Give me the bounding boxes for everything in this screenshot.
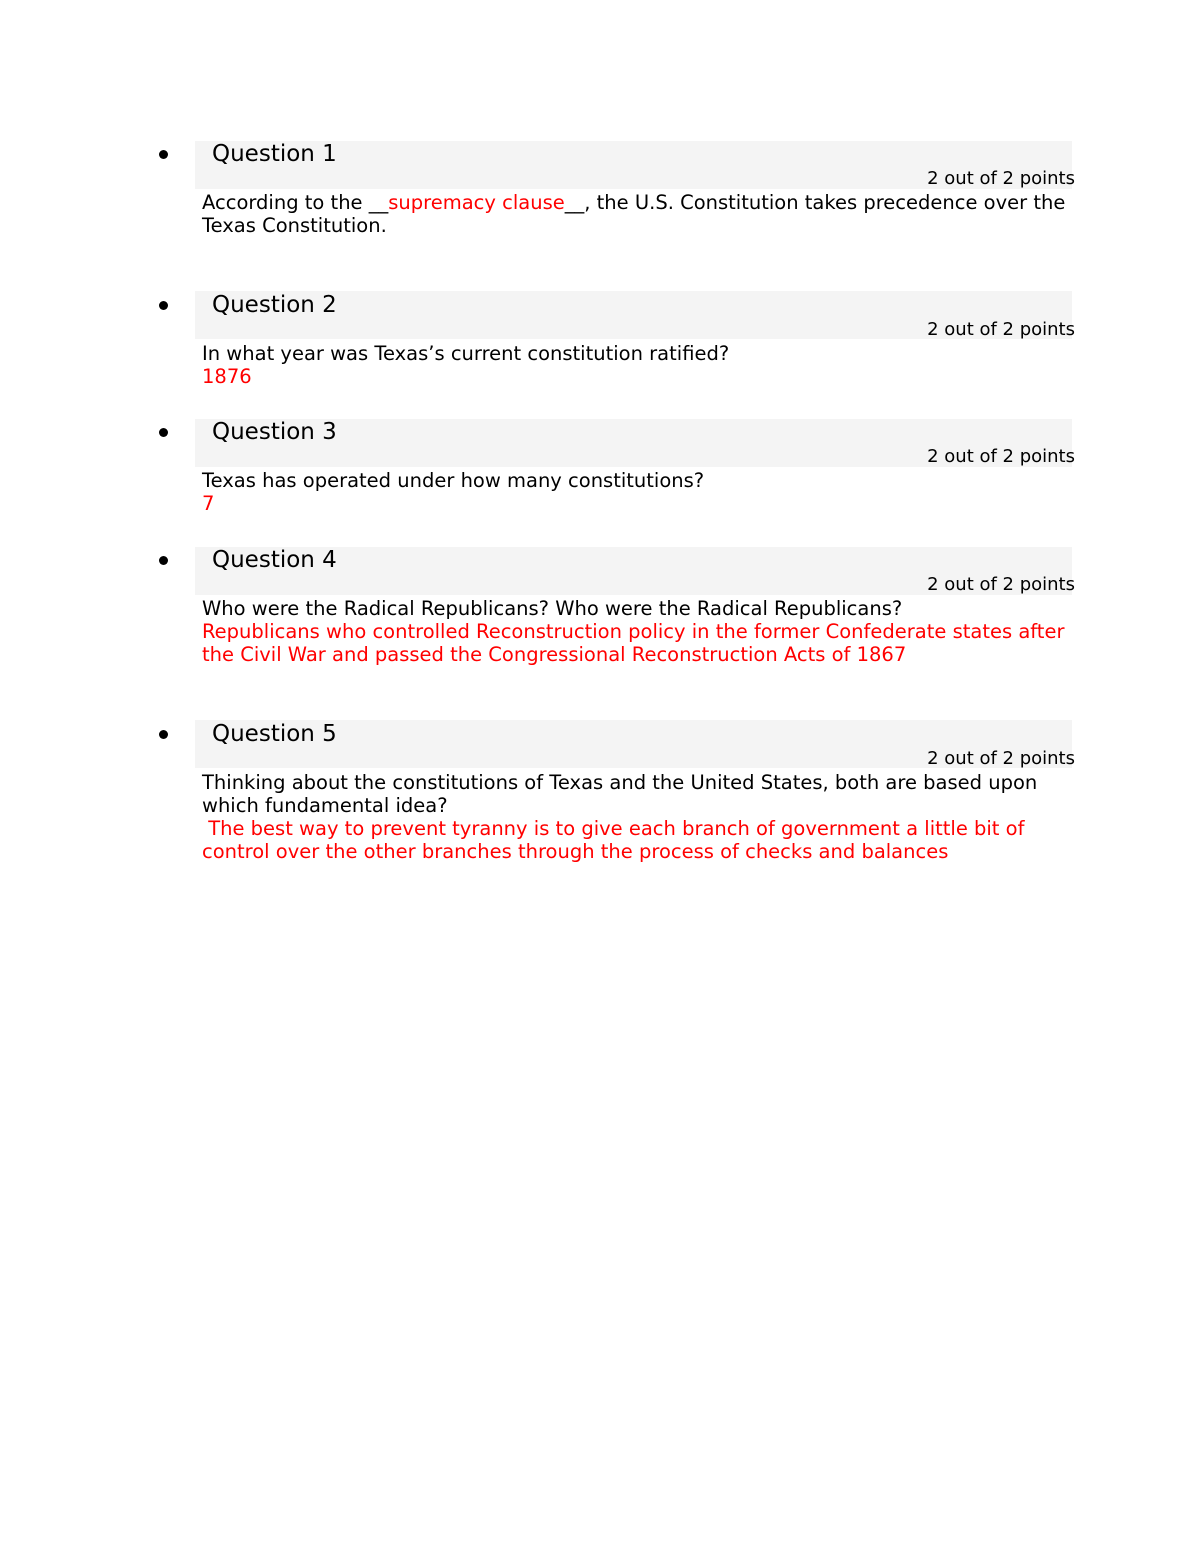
- bullet-icon: [159, 730, 168, 739]
- prompt-after: __, the U.S. Constitution takes precedence over the Texas Constitution.: [202, 191, 1066, 237]
- question-prompt: [202, 191, 1082, 237]
- question-points: 2 out of 2 points: [927, 446, 1075, 467]
- question-title: Question 5: [212, 721, 337, 747]
- question-points: 2 out of 2 points: [927, 168, 1075, 189]
- bullet-icon: [159, 150, 168, 159]
- question-body: [202, 191, 1082, 237]
- question-prompt: Thinking about the constitutions of Texas and the United States, both are based upon which fundamental idea?: [202, 771, 1038, 817]
- question-body: [202, 597, 1082, 666]
- question-title: Question 2: [212, 292, 337, 318]
- question-answer: 7: [202, 492, 215, 515]
- question-points: 2 out of 2 points: [927, 748, 1075, 769]
- inline-answer: supremacy clause: [388, 191, 565, 214]
- question-prompt: In what year was Texas’s current constitution ratified?: [202, 342, 730, 365]
- question-answer: 1876: [202, 365, 252, 388]
- question-body: [202, 342, 1082, 388]
- question-prompt: Texas has operated under how many constitutions?: [202, 469, 705, 492]
- question-body: [202, 771, 1082, 863]
- prompt-before: According to the __: [202, 191, 389, 214]
- bullet-icon: [159, 301, 168, 310]
- question-title: Question 4: [212, 547, 337, 573]
- question-prompt: Who were the Radical Republicans? Who were the Radical Republicans?: [202, 597, 903, 620]
- question-answer: Republicans who controlled Reconstruction policy in the former Confederate states after the Civil War and passed the Congressional Reconstruction Acts of 1867: [202, 620, 1065, 666]
- question-points: 2 out of 2 points: [927, 319, 1075, 340]
- question-body: [202, 469, 1082, 515]
- question-title: Question 1: [212, 141, 337, 167]
- bullet-icon: [159, 428, 168, 437]
- question-points: 2 out of 2 points: [927, 574, 1075, 595]
- question-answer: The best way to prevent tyranny is to give each branch of government a little bit of control over the other branches through the process of checks and balances: [202, 817, 1031, 863]
- bullet-icon: [159, 556, 168, 565]
- question-title: Question 3: [212, 419, 337, 445]
